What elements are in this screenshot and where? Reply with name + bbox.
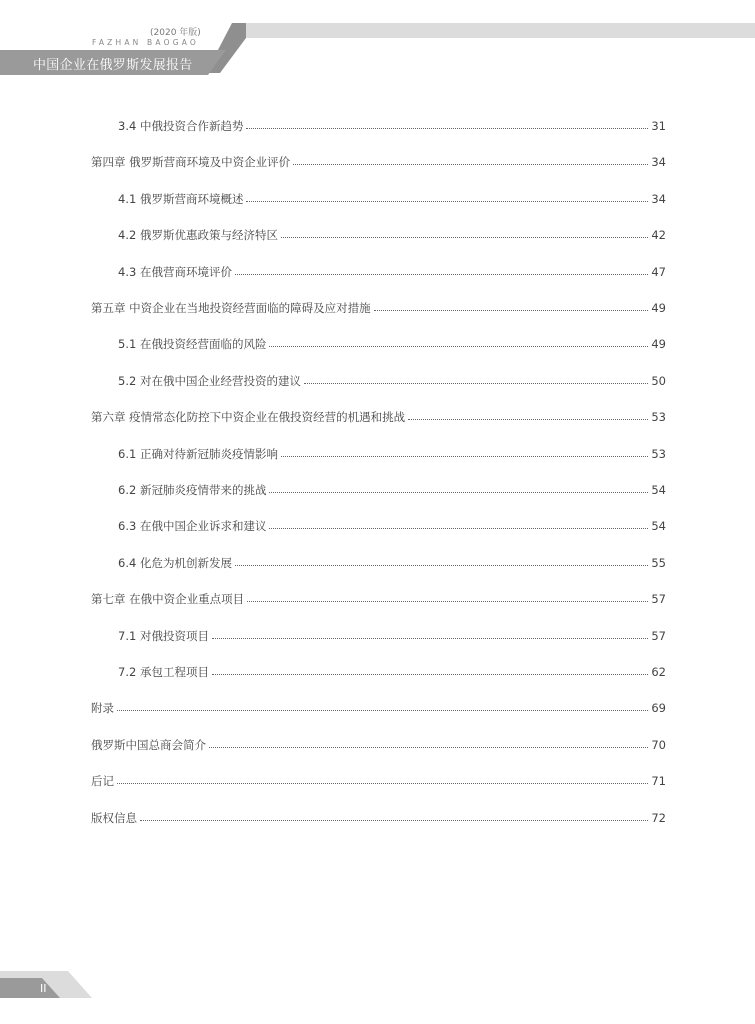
- toc-dot-leader: [269, 481, 648, 493]
- toc-page-number: 72: [651, 810, 666, 825]
- toc-dot-leader: [212, 627, 648, 639]
- toc-entry-title: 3.4 中俄投资合作新趋势: [118, 119, 244, 133]
- page-header: [0, 0, 755, 80]
- toc-chapter-entry[interactable]: [91, 810, 666, 828]
- toc-entry-title: 第七章 在俄中资企业重点项目: [91, 592, 245, 607]
- toc-page-number: 53: [651, 410, 666, 425]
- toc-chapter-entry[interactable]: [91, 300, 666, 318]
- toc-entry-title: 6.4 化危为机创新发展: [118, 555, 232, 570]
- toc-dot-leader: [246, 117, 648, 129]
- toc-page-number: 62: [651, 665, 666, 679]
- page-number: II: [40, 982, 47, 995]
- toc-entry-title: 5.1 在俄投资经营面临的风险: [118, 337, 267, 352]
- toc-entry-title: 版权信息: [91, 810, 137, 825]
- header-bar: [236, 23, 755, 38]
- toc-chapter-entry[interactable]: [91, 154, 666, 172]
- toc-entry-title: 7.1 对俄投资项目: [118, 628, 209, 643]
- toc-page-number: 47: [651, 264, 666, 279]
- toc-section-entry[interactable]: [118, 264, 666, 282]
- toc-dot-leader: [269, 517, 648, 529]
- toc-dot-leader: [293, 153, 648, 165]
- header-pinyin: FAZHAN BAOGAO: [92, 38, 200, 47]
- toc-entry-title: 第四章 俄罗斯营商环境及中资企业评价: [91, 155, 291, 170]
- toc-section-entry[interactable]: [118, 373, 666, 391]
- toc-page-number: 69: [651, 701, 666, 716]
- toc-page-number: 53: [651, 446, 666, 461]
- toc-page-number: 57: [651, 628, 666, 643]
- toc-page-number: 34: [651, 191, 666, 206]
- toc-section-entry[interactable]: [118, 446, 666, 464]
- toc-entry-title: 7.2 承包工程项目: [118, 665, 209, 679]
- toc-dot-leader: [269, 335, 648, 347]
- header-year: (2020 年版): [150, 28, 201, 38]
- toc-entry-title: 4.3 在俄营商环境评价: [118, 264, 232, 279]
- toc-dot-leader: [281, 226, 648, 238]
- toc-chapter-entry[interactable]: [91, 591, 666, 609]
- toc-dot-leader: [246, 190, 648, 202]
- toc-entry-title: 4.1 俄罗斯营商环境概述: [118, 191, 244, 206]
- toc-dot-leader: [140, 809, 648, 821]
- toc-dot-leader: [304, 372, 648, 384]
- toc-entry-title: 第六章 疫情常态化防控下中资企业在俄投资经营的机遇和挑战: [91, 410, 406, 425]
- toc-dot-leader: [117, 772, 648, 784]
- toc-page-number: 54: [651, 519, 666, 534]
- toc-entry-title: 附录: [91, 701, 114, 716]
- toc-page-number: 50: [651, 373, 666, 388]
- toc-dot-leader: [209, 736, 648, 748]
- toc-section-entry[interactable]: [118, 191, 666, 209]
- toc-dot-leader: [235, 554, 648, 566]
- toc-section-entry[interactable]: [118, 482, 666, 500]
- toc-entry-title: 4.2 俄罗斯优惠政策与经济特区: [118, 228, 278, 243]
- toc-entry-title: 5.2 对在俄中国企业经营投资的建议: [118, 373, 301, 388]
- toc-page-number: 49: [651, 301, 666, 315]
- toc-entry-title: 俄罗斯中国总商会简介: [91, 737, 206, 752]
- toc-page-number: 31: [651, 119, 666, 133]
- toc-chapter-entry[interactable]: [91, 737, 666, 755]
- toc-section-entry[interactable]: [118, 664, 666, 682]
- toc-chapter-entry[interactable]: [91, 409, 666, 427]
- toc-section-entry[interactable]: [118, 628, 666, 646]
- toc-chapter-entry[interactable]: [91, 700, 666, 718]
- toc-entry-title: 6.2 新冠肺炎疫情带来的挑战: [118, 483, 267, 497]
- toc-chapter-entry[interactable]: [91, 773, 666, 791]
- toc-page-number: 34: [651, 155, 666, 170]
- toc-entry-title: 6.1 正确对待新冠肺炎疫情影响: [118, 446, 278, 461]
- toc-page-number: 57: [651, 592, 666, 607]
- toc-dot-leader: [408, 408, 648, 420]
- toc-dot-leader: [281, 445, 648, 457]
- toc-page-number: 71: [651, 774, 666, 789]
- toc-page-number: 42: [651, 228, 666, 243]
- toc-entry-title: 后记: [91, 774, 114, 789]
- toc-page-number: 70: [651, 737, 666, 752]
- toc-page-number: 55: [651, 555, 666, 570]
- toc-section-entry[interactable]: [118, 118, 666, 136]
- toc-dot-leader: [235, 263, 648, 275]
- toc-dot-leader: [212, 663, 648, 675]
- toc-dot-leader: [247, 590, 648, 602]
- toc-section-entry[interactable]: [118, 518, 666, 536]
- toc-section-entry[interactable]: [118, 227, 666, 245]
- toc-entry-title: 第五章 中资企业在当地投资经营面临的障碍及应对措施: [91, 301, 371, 315]
- toc-entry-title: 6.3 在俄中国企业诉求和建议: [118, 519, 267, 534]
- report-title: 中国企业在俄罗斯发展报告: [33, 58, 193, 73]
- toc-page-number: 54: [651, 483, 666, 497]
- toc-dot-leader: [117, 699, 648, 711]
- toc-page-number: 49: [651, 337, 666, 352]
- toc-dot-leader: [374, 299, 649, 311]
- toc-section-entry[interactable]: [118, 555, 666, 573]
- toc-section-entry[interactable]: [118, 336, 666, 354]
